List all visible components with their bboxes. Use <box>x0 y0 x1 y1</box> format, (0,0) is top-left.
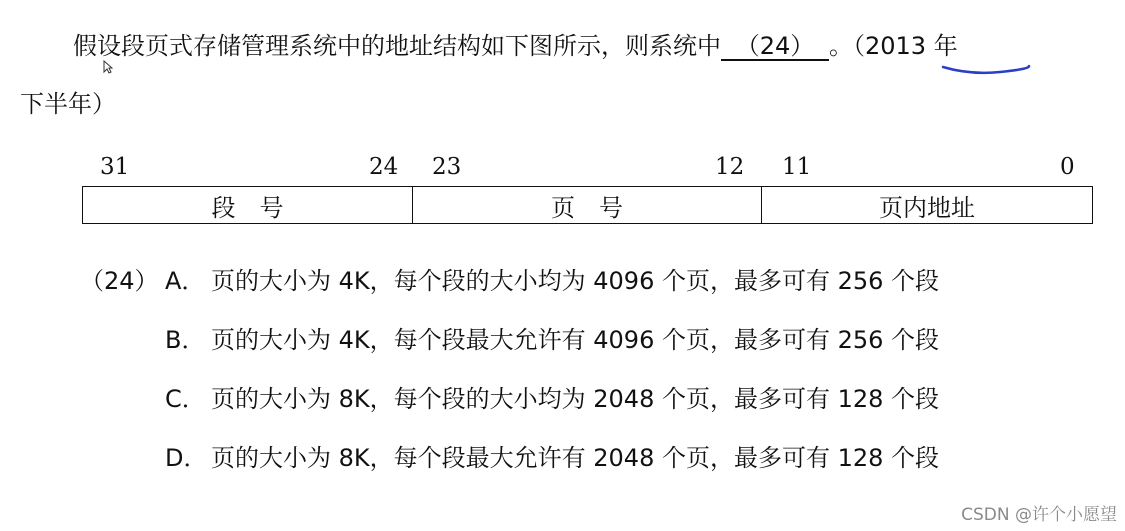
option-letter: B． <box>165 326 206 354</box>
option-text: 页的大小为 8K，每个段的大小均为 2048 个页，最多可有 128 个段 <box>211 385 940 413</box>
bit-label-12: 12 <box>715 154 745 180</box>
option-text: 页的大小为 4K，每个段的大小均为 4096 个页，最多可有 256 个段 <box>211 267 940 295</box>
option-letter: D． <box>165 444 208 472</box>
mouse-cursor-icon <box>103 60 113 74</box>
segment-number-field: 段 号 <box>83 187 413 223</box>
option-b <box>165 325 939 355</box>
option-text: 页的大小为 4K，每个段最大允许有 4096 个页，最多可有 256 个段 <box>211 326 940 354</box>
option-question-number: （24） <box>80 267 159 295</box>
question-line-1 <box>73 31 958 61</box>
bit-label-23: 23 <box>432 154 462 180</box>
option-c <box>165 384 939 414</box>
bit-label-0: 0 <box>1060 154 1075 180</box>
question-prefix: 假设段页式存储管理系统中的地址结构如下图所示，则系统中 <box>73 32 721 60</box>
option-a <box>165 266 939 296</box>
page-number-field: 页 号 <box>413 187 762 223</box>
page-offset-field: 页内地址 <box>879 193 975 222</box>
option-text: 页的大小为 8K，每个段最大允许有 2048 个页，最多可有 128 个段 <box>211 444 940 472</box>
answer-blank: （24） <box>721 33 829 61</box>
address-structure-diagram <box>82 186 1093 224</box>
bit-label-31: 31 <box>100 154 130 180</box>
handwritten-underline-annotation <box>940 62 1032 76</box>
question-suffix: 。（2013 年 <box>829 32 958 60</box>
question-line-2: 下半年） <box>20 90 116 118</box>
option-letter: A． <box>165 267 206 295</box>
bit-label-24: 24 <box>369 154 399 180</box>
option-d <box>165 443 939 473</box>
option-letter: C． <box>165 385 206 413</box>
bit-label-11: 11 <box>782 154 812 180</box>
watermark: CSDN @许个小愿望 <box>961 505 1117 525</box>
